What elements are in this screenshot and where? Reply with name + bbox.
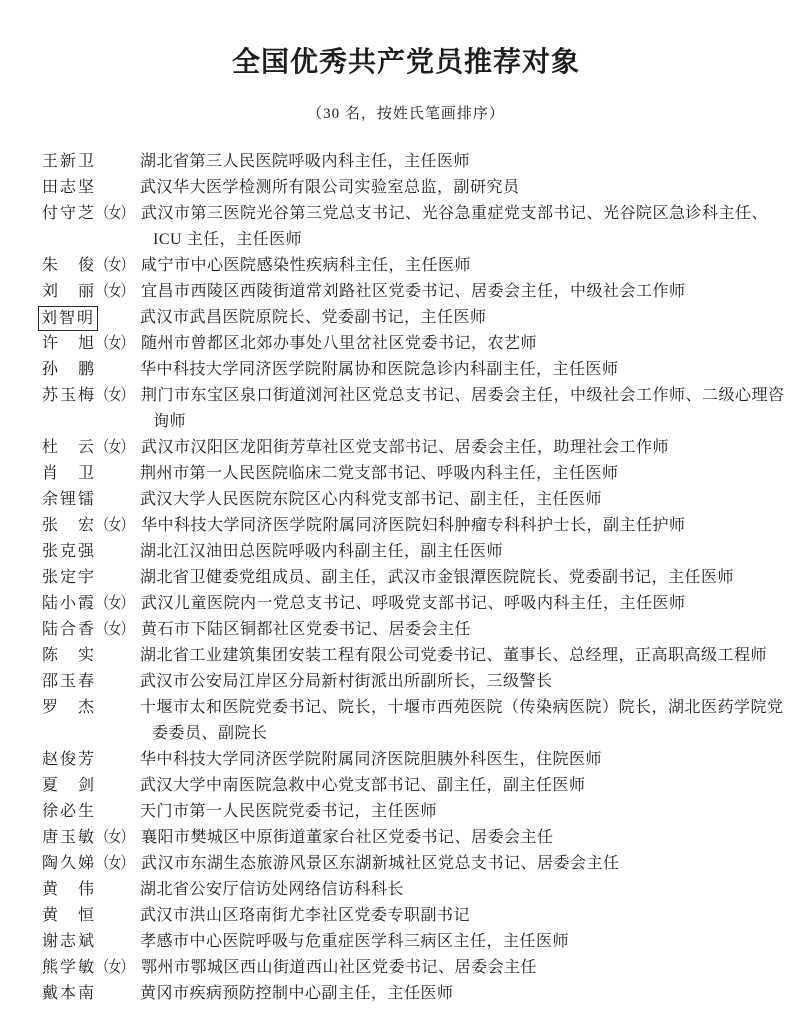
person-name: 赵俊芳 [42, 751, 97, 768]
entry-row [42, 175, 786, 201]
name-column [42, 461, 140, 487]
person-description: 黄石市下陆区铜都社区党委书记、居委会主任 [141, 621, 472, 638]
entry-row [42, 981, 786, 1007]
name-column [42, 643, 140, 669]
entry-row [42, 201, 786, 253]
name-column [42, 617, 141, 643]
name-column [42, 591, 141, 617]
entry-row [42, 539, 786, 565]
person-description: 武汉华大医学检测所有限公司实验室总监，副研究员 [140, 179, 520, 196]
name-column [42, 851, 141, 877]
person-name: 陆小霞 [42, 595, 97, 612]
entry-row [42, 747, 786, 773]
entry-row [42, 279, 786, 305]
gender-marker: （女） [96, 439, 133, 456]
name-column [42, 253, 141, 279]
person-name: 徐必生 [42, 803, 97, 820]
person-name: 熊学敏 [42, 959, 97, 976]
person-description: 华中科技大学同济医学院附属同济医院胆胰外科医生，住院医师 [140, 751, 603, 768]
person-description: 华中科技大学同济医学院附属协和医院急诊内科副主任，主任医师 [140, 361, 619, 378]
person-description: 黄冈市疾病预防控制中心副主任，主任医师 [140, 985, 454, 1002]
person-name: 杜 云 [42, 439, 97, 456]
entry-row [42, 565, 786, 591]
person-description: 武汉大学中南医院急救中心党支部书记、副主任，副主任医师 [140, 777, 586, 794]
person-description: 十堰市太和医院党委书记、院长，十堰市西苑医院（传染病医院）院长，湖北医药学院党委委员、副院长 [140, 699, 784, 742]
person-description: 孝感市中心医院呼吸与危重症医学科三病区主任，主任医师 [140, 933, 570, 950]
name-column [42, 929, 140, 955]
gender-marker: （女） [96, 959, 133, 976]
person-name: 朱 俊 [42, 257, 97, 274]
entry-row [42, 305, 786, 331]
person-name: 张 宏 [42, 517, 97, 534]
name-column [42, 149, 140, 175]
person-description: 湖北江汉油田总医院呼吸内科副主任，副主任医师 [140, 543, 504, 560]
name-column [42, 435, 141, 461]
person-name: 苏玉梅 [42, 387, 97, 404]
name-column [42, 695, 140, 721]
person-description: 武汉大学人民医院东院区心内科党支部书记、副主任，主任医师 [140, 491, 603, 508]
name-column [42, 799, 140, 825]
entry-row [42, 695, 786, 747]
person-name: 黄 伟 [42, 881, 97, 898]
entry-row [42, 253, 786, 279]
entry-row [42, 929, 786, 955]
entry-row [42, 877, 786, 903]
name-column [42, 981, 140, 1007]
person-description: 武汉市洪山区珞南街尤李社区党委专职副书记 [140, 907, 471, 924]
entry-row [42, 591, 786, 617]
gender-marker: （女） [96, 387, 133, 404]
name-column [42, 305, 140, 331]
entry-row [42, 955, 786, 981]
name-column [42, 539, 140, 565]
name-column [42, 487, 140, 513]
name-column [42, 825, 141, 851]
entry-row [42, 903, 786, 929]
name-column [42, 565, 140, 591]
entry-row [42, 851, 786, 877]
person-name: 夏 剑 [42, 777, 97, 794]
gender-marker: （女） [96, 517, 133, 534]
name-column [42, 669, 140, 695]
entries-list [0, 149, 812, 1007]
person-description: 湖北省工业建筑集团安装工程有限公司党委书记、董事长、总经理，正高职高级工程师 [140, 647, 768, 664]
entry-row [42, 435, 786, 461]
person-description: 湖北省公安厅信访处网络信访科科长 [140, 881, 405, 898]
name-column [42, 955, 141, 981]
gender-marker: （女） [96, 595, 133, 612]
name-column [42, 747, 140, 773]
person-name: 陆合香 [42, 621, 97, 638]
person-name: 戴本南 [42, 985, 97, 1002]
entry-row [42, 825, 786, 851]
entry-row [42, 669, 786, 695]
person-name-boxed: 刘智明 [38, 306, 98, 331]
person-name: 田志坚 [42, 179, 97, 196]
person-description: 宜昌市西陵区西陵街道常刘路社区党委书记、居委会主任，中级社会工作师 [141, 283, 686, 300]
person-description: 武汉市第三医院光谷第三党总支书记、光谷急重症党支部书记、光谷院区急诊科主任、ICU 主任，主任医师 [141, 205, 769, 248]
person-name: 付守芝 [42, 205, 97, 222]
person-name: 许 旭 [42, 335, 97, 352]
person-description: 湖北省卫健委党组成员、副主任，武汉市金银潭医院院长、党委副书记，主任医师 [140, 569, 735, 586]
name-column [42, 331, 141, 357]
entry-row [42, 383, 786, 435]
person-description: 武汉市武昌医院原院长、党委副书记，主任医师 [140, 309, 487, 326]
person-name: 陶久娣 [42, 855, 97, 872]
person-name: 唐玉敏 [42, 829, 97, 846]
name-column [42, 357, 140, 383]
person-name: 邵玉春 [42, 673, 97, 690]
person-name: 罗 杰 [42, 699, 97, 716]
person-description: 襄阳市樊城区中原街道董家台社区党委书记、居委会主任 [141, 829, 554, 846]
gender-marker: （女） [96, 283, 133, 300]
entry-row [42, 643, 786, 669]
person-description: 武汉市汉阳区龙阳街芳草社区党支部书记、居委会主任，助理社会工作师 [141, 439, 670, 456]
name-column [42, 175, 140, 201]
person-description: 咸宁市中心医院感染性疾病科主任，主任医师 [141, 257, 472, 274]
name-column [42, 383, 141, 409]
document-subtitle: （30 名，按姓氏笔画排序） [307, 106, 505, 122]
name-column [42, 201, 141, 227]
person-name: 张克强 [42, 543, 97, 560]
person-description: 荆门市东宝区泉口街道浏河社区党总支书记、居委会主任，中级社会工作师、二级心理咨询师 [141, 387, 785, 430]
name-column [42, 773, 140, 799]
person-name: 肖 卫 [42, 465, 97, 482]
entry-row [42, 513, 786, 539]
person-description: 天门市第一人民医院党委书记，主任医师 [140, 803, 438, 820]
entry-row [42, 357, 786, 383]
person-description: 华中科技大学同济医学院附属同济医院妇科肿瘤专科科护士长，副主任护师 [141, 517, 686, 534]
person-description: 武汉市东湖生态旅游风景区东湖新城社区党总支书记、居委会主任 [141, 855, 620, 872]
person-description: 湖北省第三人民医院呼吸内科主任，主任医师 [140, 153, 471, 170]
person-description: 荆州市第一人民医院临床二党支部书记、呼吸内科主任，主任医师 [140, 465, 619, 482]
person-description: 武汉儿童医院内一党总支书记、呼吸党支部书记、呼吸内科主任，主任医师 [141, 595, 686, 612]
gender-marker: （女） [96, 829, 133, 846]
person-name: 余锂镭 [42, 491, 97, 508]
entry-row [42, 149, 786, 175]
gender-marker: （女） [96, 621, 133, 638]
person-name: 谢志斌 [42, 933, 97, 950]
name-column [42, 279, 141, 305]
name-column [42, 877, 140, 903]
person-name: 刘 丽 [42, 283, 97, 300]
gender-marker: （女） [96, 335, 133, 352]
entry-row [42, 461, 786, 487]
gender-marker: （女） [96, 855, 133, 872]
entry-row [42, 617, 786, 643]
person-name: 孙 鹏 [42, 361, 97, 378]
name-column [42, 513, 141, 539]
gender-marker: （女） [96, 205, 133, 222]
gender-marker: （女） [96, 257, 133, 274]
person-name: 陈 实 [42, 647, 97, 664]
entry-row [42, 331, 786, 357]
person-description: 随州市曾都区北郊办事处八里岔社区党委书记，农艺师 [141, 335, 538, 352]
entry-row [42, 487, 786, 513]
person-name: 黄 恒 [42, 907, 97, 924]
entry-row [42, 799, 786, 825]
person-name: 张定宇 [42, 569, 97, 586]
person-name: 王新卫 [42, 153, 97, 170]
person-description: 武汉市公安局江岸区分局新村街派出所副所长，三级警长 [140, 673, 553, 690]
entry-row [42, 773, 786, 799]
document-title: 全国优秀共产党员推荐对象 [231, 47, 580, 78]
person-description: 鄂州市鄂城区西山街道西山社区党委书记、居委会主任 [141, 959, 538, 976]
name-column [42, 903, 140, 929]
